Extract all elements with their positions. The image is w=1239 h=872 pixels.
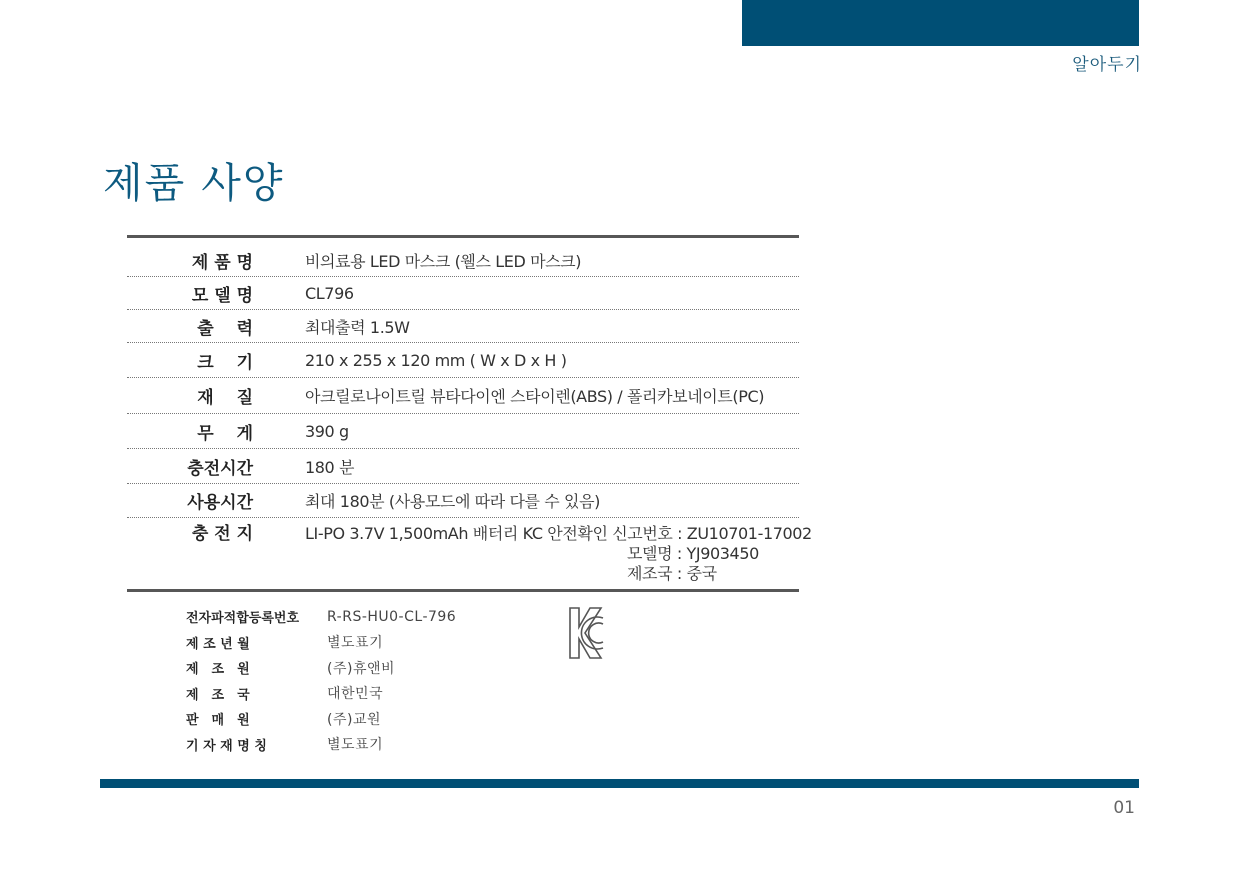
registration-table — [186, 604, 456, 757]
battery-origin: 제조국 : 중국 — [627, 564, 717, 583]
spec-label: 재 질 — [197, 388, 253, 408]
spec-top-rule — [127, 235, 799, 238]
spec-row-battery — [127, 518, 812, 586]
spec-value: 210 x 255 x 120 mm ( W x D x H ) — [305, 350, 567, 370]
spec-label: 모 델 명 — [191, 285, 253, 306]
spec-label: 크 기 — [197, 352, 253, 373]
spec-row-weight — [127, 414, 799, 449]
reg-value: 별도표기 — [327, 737, 384, 754]
reg-label: 기 자 재 명 칭 — [186, 738, 267, 754]
header-accent-bar — [742, 0, 1139, 46]
reg-value: (주)교원 — [327, 711, 381, 728]
reg-label: 판 매 원 — [186, 713, 250, 729]
spec-label: 충전시간 — [187, 458, 253, 479]
spec-row-output — [127, 310, 799, 343]
reg-label: 제 조 원 — [186, 662, 250, 678]
reg-row — [186, 681, 456, 707]
spec-value: 180 분 — [305, 457, 355, 477]
spec-bottom-rule — [127, 589, 799, 592]
reg-label: 제 조 국 — [186, 687, 250, 703]
spec-row-material — [127, 378, 799, 414]
battery-model: 모델명 : YJ903450 — [627, 544, 759, 563]
spec-row-model-name — [127, 277, 799, 310]
reg-value: 별도표기 — [327, 635, 384, 652]
spec-value: 최대 180분 (사용모드에 따라 다를 수 있음) — [305, 492, 600, 511]
spec-value: 아크릴로나이트릴 뷰타다이엔 스타이렌(ABS) / 폴리카보네이트(PC) — [305, 387, 765, 406]
page-title: 제품 사양 — [103, 159, 285, 207]
page-number: 01 — [1113, 798, 1135, 818]
spec-row-usage-time — [127, 484, 799, 518]
footer-accent-bar — [100, 779, 1139, 788]
battery-spec: LI-PO 3.7V 1,500mAh 배터리 KC 안전확인 신고번호 : ZU10701-17002 — [305, 524, 812, 543]
reg-row — [186, 630, 456, 656]
spec-value: CL796 — [305, 283, 354, 303]
spec-value: 390 g — [305, 421, 349, 441]
spec-label: 무 게 — [197, 423, 253, 444]
reg-value: (주)휴앤비 — [327, 660, 396, 677]
spec-table — [127, 244, 812, 586]
spec-value: 비의료용 LED 마스크 (웰스 LED 마스크) — [305, 251, 582, 271]
spec-row-product-name — [127, 244, 799, 277]
spec-label: 출 력 — [197, 318, 253, 339]
spec-label: 사용시간 — [187, 493, 253, 513]
reg-row — [186, 604, 456, 630]
reg-label: 전자파적합등록번호 — [186, 611, 300, 627]
spec-row-size — [127, 343, 799, 378]
spec-value — [305, 524, 812, 586]
reg-row — [186, 655, 456, 681]
section-label: 알아두기 — [1072, 55, 1142, 75]
spec-row-charging-time — [127, 449, 799, 484]
reg-label: 제 조 년 월 — [186, 636, 250, 652]
spec-label: 제 품 명 — [191, 252, 253, 273]
kc-certification-icon — [568, 606, 606, 660]
reg-value: R-RS-HU0-CL-796 — [327, 608, 457, 625]
reg-value: 대한민국 — [327, 686, 384, 703]
reg-row — [186, 732, 456, 758]
spec-label: 충 전 지 — [191, 524, 253, 544]
reg-row — [186, 706, 456, 732]
spec-value: 최대출력 1.5W — [305, 317, 410, 337]
